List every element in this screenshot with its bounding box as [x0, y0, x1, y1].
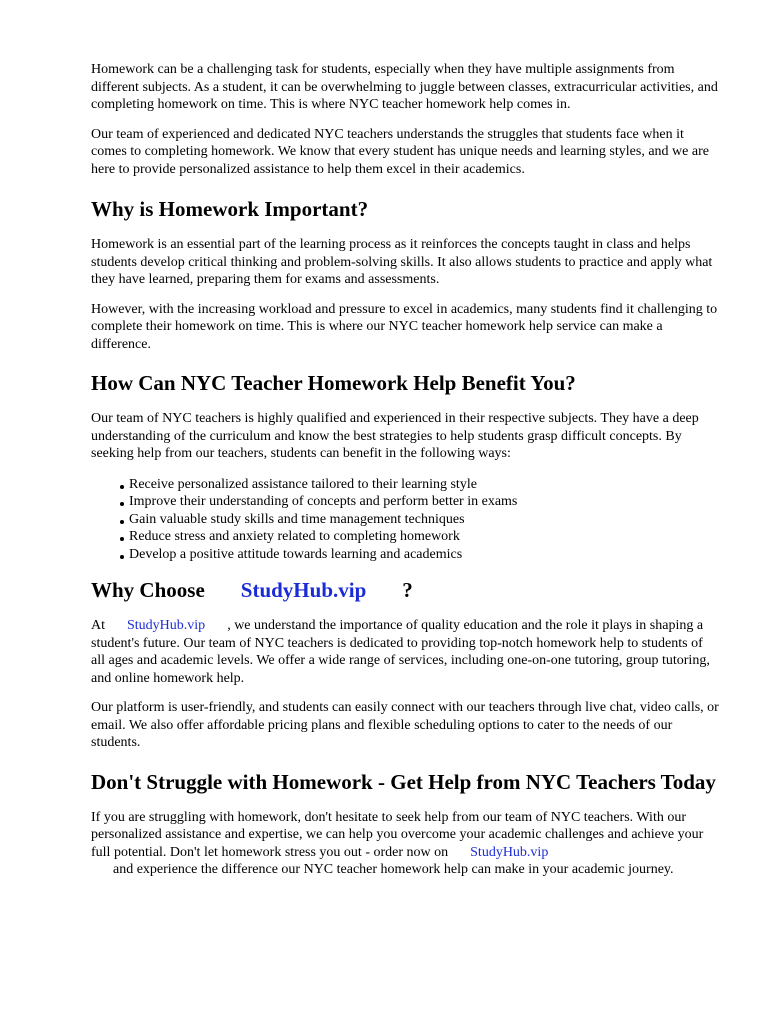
list-item: Reduce stress and anxiety related to completing homework — [120, 528, 720, 546]
studyhub-cta-link[interactable]: StudyHub.vip — [470, 844, 549, 860]
cta-after-link: and experience the difference our NYC teacher homework help can make in your academic journey. — [113, 862, 674, 878]
heading-why-choose-suffix: ? — [402, 578, 413, 603]
why-choose-prefix: At — [91, 618, 105, 634]
why-choose-rest: , we understand the importance of quality education and the role it plays in shaping a student's future. Our team of NYC teachers is dedicated to providing top-notch homework help to students of all ages and academic levels. We offer a wide range of services, including one-on-one tutoring, group tutoring, and online homework help. — [91, 618, 710, 686]
intro-paragraph-2: Our team of experienced and dedicated NYC teachers understands the struggles that students face when it comes to completing homework. We know that every student has unique needs and learning styles, and we are here to provide personalized assistance to help them excel in their academics. — [91, 126, 709, 177]
heading-why-important: Why is Homework Important? — [91, 197, 369, 221]
intro-paragraph-1: Homework can be a challenging task for students, especially when they have multiple assignments from different subjects. As a student, it can be overwhelming to juggle between classes, extracurricular activities, and completing homework on time. This is where NYC teacher homework help comes in. — [91, 62, 718, 112]
heading-why-choose — [91, 577, 720, 604]
heading-why-choose-prefix: Why Choose — [91, 578, 205, 603]
cta-paragraph — [91, 809, 720, 879]
benefit-list — [91, 476, 720, 564]
list-item: Improve their understanding of concepts and perform better in exams — [120, 493, 720, 511]
cta-before-link: If you are struggling with homework, don't hesitate to seek help from our team of NYC teachers. With our personalized assistance and expertise, we can help you overcome your academic challenges and achieve your full potential. Don't let homework stress you out - order now on — [91, 809, 704, 860]
heading-benefit: How Can NYC Teacher Homework Help Benefit You? — [91, 371, 576, 395]
studyhub-heading-link[interactable]: StudyHub.vip — [240, 578, 367, 603]
list-item: Receive personalized assistance tailored to their learning style — [120, 476, 720, 494]
heading-cta: Don't Struggle with Homework - Get Help from NYC Teachers Today — [91, 769, 716, 794]
list-item: Develop a positive attitude towards learning and academics — [120, 546, 720, 564]
why-choose-paragraph-2: Our platform is user-friendly, and students can easily connect with our teachers through live chat, video calls, or email. We also offer affordable pricing plans and flexible scheduling options to cater to the needs of our students. — [91, 700, 719, 751]
list-item: Gain valuable study skills and time management techniques — [120, 511, 720, 529]
why-important-paragraph-2: However, with the increasing workload and pressure to excel in academics, many students find it challenging to complete their homework on time. This is where our NYC teacher homework help service can make a difference. — [91, 301, 718, 352]
benefit-paragraph-1: Our team of NYC teachers is highly qualified and experienced in their respective subjects. They have a deep understanding of the curriculum and know the best strategies to help students grasp difficult concepts. By seeking help from our teachers, students can benefit in the following ways: — [91, 411, 699, 461]
why-important-paragraph-1: Homework is an essential part of the learning process as it reinforces the concepts taught in class and helps students develop critical thinking and problem-solving skills. It also allows students to practice and apply what they have learned, preparing them for exams and assessments. — [91, 237, 713, 287]
why-choose-paragraph-1 — [91, 617, 720, 687]
studyhub-inline-link[interactable]: StudyHub.vip — [127, 618, 206, 634]
